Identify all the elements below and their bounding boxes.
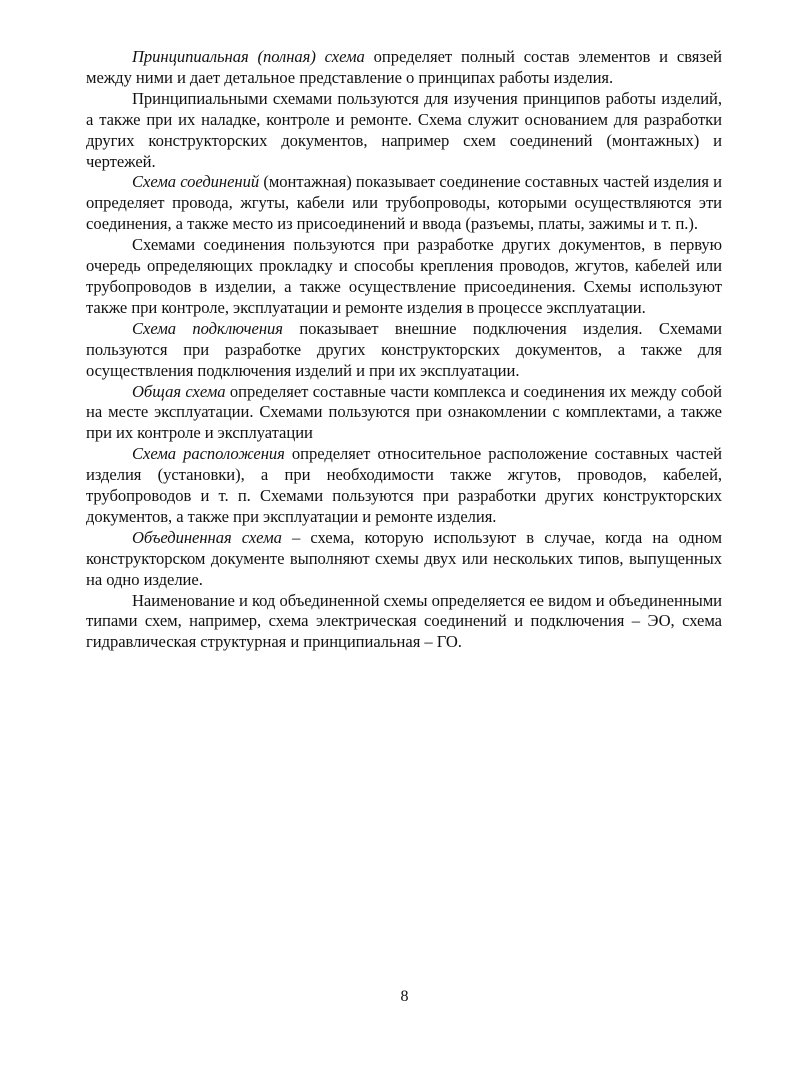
paragraph-layout-scheme: [86, 444, 722, 528]
paragraph-text: Принципиальными схемами пользуются для изучения принципов работы изделий, а также при их наладке, контроле и ремонте. Схема служит основанием для разработки других конструкторских документов, например схем соединений (монтажных) и чертежей.: [86, 88, 722, 171]
paragraph-text: Схемами соединения пользуются при разработке других документов, в первую очередь определяющих прокладку и способы крепления проводов, жгутов, кабелей или трубопроводов в изделии, а также осуществление присоединения. Схемы используют также при контроле, эксплуатации и ремонте изделия в процессе эксплуатации.: [86, 235, 722, 317]
paragraph-wiring-scheme: [86, 319, 722, 382]
term-wiring-scheme: Схема подключения: [132, 318, 283, 338]
document-body: [86, 47, 722, 653]
paragraph-principal-scheme: [86, 47, 722, 89]
paragraph-text: (монтажная) показывает соединение составных частей изделия и определяет провода, жгуты, кабели или трубопроводы, которыми осуществляются эти соединения, а также место из присоединений и ввода (разъемы, платы, зажимы и т. п.).: [86, 172, 722, 234]
term-connection-scheme: Схема соединений: [132, 172, 260, 192]
term-layout-scheme: Схема расположения: [132, 444, 285, 464]
paragraph-connection-scheme: [86, 172, 722, 235]
term-combined-scheme: Объединенная схема: [132, 527, 282, 547]
term-principal-scheme: Принципиальная (полная) схема: [132, 47, 365, 66]
paragraph-text: определяет относительное расположение составных частей изделия (установки), а при необходимости также жгутов, проводов, кабелей, трубопроводов и т. п. Схемами пользуются при разработки других конструкторских документов, а также при эксплуатации и ремонте изделия.: [86, 444, 722, 526]
paragraph-combined-scheme: [86, 528, 722, 591]
paragraph-connection-usage: [86, 235, 722, 319]
paragraph-general-scheme: [86, 382, 722, 445]
paragraph-text: определяет полный состав элементов и связей между ними и дает детальное представление о принципах работы изделия.: [86, 47, 722, 87]
paragraph-combined-naming: [86, 591, 722, 654]
paragraph-text: определяет составные части комплекса и соединения их между собой на месте эксплуатации. Схемами пользуются при ознакомлении с комплектами, а также при их контроле и эксплуатации: [86, 381, 722, 443]
paragraph-text: – схема, которую используют в случае, когда на одном конструкторском документе выполняют схемы двух или нескольких типов, выпущенных на одно изделие.: [86, 527, 722, 589]
paragraph-text: показывает внешние подключения изделия. Схемами пользуются при разработке других конструкторских документов, а также для осуществления подключения изделий и при их эксплуатации.: [86, 318, 722, 380]
paragraph-principal-usage: [86, 89, 722, 173]
paragraph-text: Наименование и код объединенной схемы определяется ее видом и объединенными типами схем, например, схема электрическая соединений и подключения – ЭО, схема гидравлическая структурная и принципиальная – ГО.: [86, 590, 722, 652]
term-general-scheme: Общая схема: [132, 381, 226, 401]
page-number: 8: [400, 988, 409, 1005]
